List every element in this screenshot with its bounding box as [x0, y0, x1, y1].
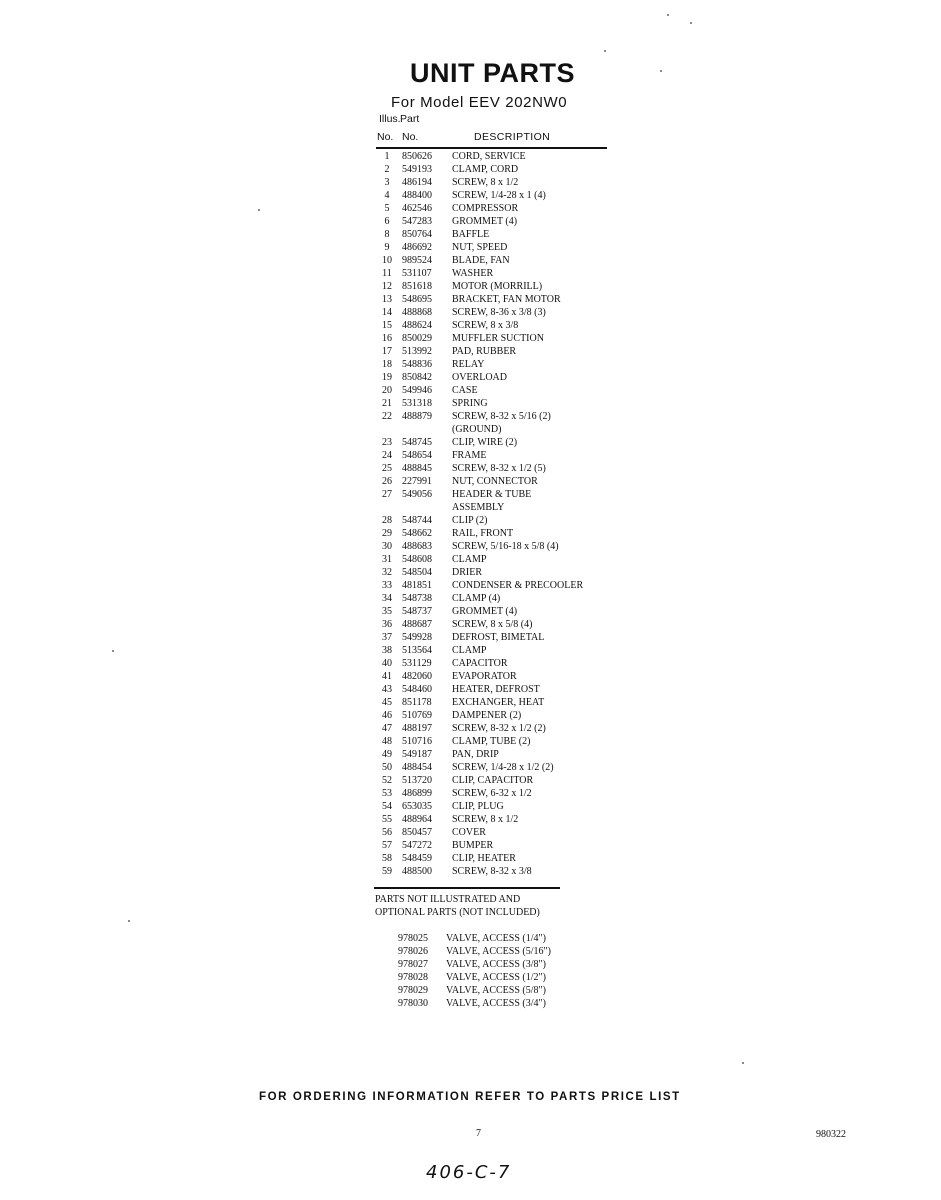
- part-description: BRACKET, FAN MOTOR: [452, 294, 561, 305]
- part-number: 978027: [398, 959, 428, 970]
- parts-row: [374, 553, 614, 566]
- optional-part-row: [398, 984, 551, 997]
- part-number: 513720: [402, 775, 432, 786]
- parts-row: [374, 696, 614, 709]
- illus-number: 23: [382, 437, 392, 448]
- illus-number: 45: [382, 697, 392, 708]
- part-number: 548744: [402, 515, 432, 526]
- part-description: SCREW, 8-32 x 3/8: [452, 866, 532, 877]
- part-number: 989524: [402, 255, 432, 266]
- part-number: 549946: [402, 385, 432, 396]
- part-number: 510769: [402, 710, 432, 721]
- part-description: CLIP, HEATER: [452, 853, 516, 864]
- part-description: CLIP, WIRE (2): [452, 437, 518, 448]
- column-header-illus-no: No.: [377, 131, 394, 143]
- part-number: 978030: [398, 998, 428, 1009]
- part-description: PAD, RUBBER: [452, 346, 517, 357]
- parts-row: [374, 501, 614, 514]
- parts-row: [374, 267, 614, 280]
- part-description: CASE: [452, 385, 478, 396]
- part-description: CLIP, CAPACITOR: [452, 775, 534, 786]
- illus-number: 36: [382, 619, 392, 630]
- part-number: 531107: [402, 268, 432, 279]
- part-number: 488500: [402, 866, 432, 877]
- illus-number: 18: [382, 359, 392, 370]
- parts-row: [374, 384, 614, 397]
- illus-number: [374, 501, 400, 514]
- part-description: CLAMP: [452, 645, 487, 656]
- parts-row: [374, 462, 614, 475]
- part-number: 513992: [402, 346, 432, 357]
- parts-row: [374, 800, 614, 813]
- ordering-info: FOR ORDERING INFORMATION REFER TO PARTS PRICE LIST: [259, 1091, 681, 1103]
- part-description: CLAMP, CORD: [452, 164, 519, 175]
- parts-row: [374, 488, 614, 501]
- part-number: 531129: [402, 658, 432, 669]
- parts-row: [374, 657, 614, 670]
- illus-number: 28: [382, 515, 392, 526]
- part-description: EVAPORATOR: [452, 671, 517, 682]
- part-description: HEATER, DEFROST: [452, 684, 540, 695]
- illus-number: 5: [384, 203, 390, 214]
- parts-row: [374, 540, 614, 553]
- illus-number: 9: [384, 242, 390, 253]
- parts-row: [374, 735, 614, 748]
- parts-row: [374, 163, 614, 176]
- illus-number: 47: [382, 723, 392, 734]
- illus-number: 11: [382, 268, 392, 279]
- part-description: CLIP, PLUG: [452, 801, 504, 812]
- illus-number: 53: [382, 788, 392, 799]
- document-number: 980322: [816, 1129, 846, 1140]
- parts-row: [374, 761, 614, 774]
- scan-speck: [660, 70, 662, 72]
- illus-number: 52: [382, 775, 392, 786]
- part-number: 488624: [402, 320, 432, 331]
- parts-row: [374, 813, 614, 826]
- part-number: 548745: [402, 437, 432, 448]
- illus-number: 58: [382, 853, 392, 864]
- model-subtitle: For Model EEV 202NW0: [391, 94, 568, 111]
- illus-number: 3: [384, 177, 390, 188]
- part-description: MOTOR (MORRILL): [452, 281, 543, 292]
- not-illustrated-line-1: PARTS NOT ILLUSTRATED AND: [375, 894, 521, 905]
- part-description: FRAME: [452, 450, 487, 461]
- parts-row: [374, 358, 614, 371]
- part-description: DAMPENER (2): [452, 710, 522, 721]
- part-description: CORD, SERVICE: [452, 151, 526, 162]
- part-description: SCREW, 6-32 x 1/2: [452, 788, 532, 799]
- parts-row: [374, 514, 614, 527]
- part-number: 488454: [402, 762, 432, 773]
- part-description: RELAY: [452, 359, 485, 370]
- scan-speck: [604, 50, 606, 52]
- illus-number: 25: [382, 463, 392, 474]
- parts-row: [374, 202, 614, 215]
- illus-number: 17: [382, 346, 392, 357]
- illus-number: 50: [382, 762, 392, 773]
- part-number: 549928: [402, 632, 432, 643]
- part-number: 978026: [398, 946, 428, 957]
- part-description: NUT, CONNECTOR: [452, 476, 538, 487]
- part-number: 548459: [402, 853, 432, 864]
- part-description: DRIER: [452, 567, 482, 578]
- part-number: 486899: [402, 788, 432, 799]
- part-description: BAFFLE: [452, 229, 490, 240]
- parts-row: [374, 592, 614, 605]
- illus-number: 31: [382, 554, 392, 565]
- optional-part-row: [398, 971, 551, 984]
- parts-row: [374, 579, 614, 592]
- part-number: [400, 501, 452, 514]
- illus-number: 2: [384, 164, 390, 175]
- illus-number: 46: [382, 710, 392, 721]
- part-description: PAN, DRIP: [452, 749, 499, 760]
- part-description: SCREW, 8-36 x 3/8 (3): [452, 307, 546, 318]
- part-number: 850626: [402, 151, 432, 162]
- part-number: [400, 423, 452, 436]
- illus-number: 14: [382, 307, 392, 318]
- parts-row: [374, 605, 614, 618]
- parts-row: [374, 241, 614, 254]
- illus-number: 49: [382, 749, 392, 760]
- illus-number: 32: [382, 567, 392, 578]
- part-number: 851178: [402, 697, 432, 708]
- parts-row: [374, 293, 614, 306]
- part-description: CAPACITOR: [452, 658, 508, 669]
- part-description: SCREW, 8-32 x 1/2 (5): [452, 463, 546, 474]
- parts-row: [374, 865, 614, 878]
- illus-number: 21: [382, 398, 392, 409]
- part-description: VALVE, ACCESS (1/2"): [446, 972, 546, 983]
- optional-parts-list: [398, 932, 551, 1010]
- optional-part-row: [398, 932, 551, 945]
- parts-row: [374, 345, 614, 358]
- illus-number: 30: [382, 541, 392, 552]
- illus-number: 54: [382, 801, 392, 812]
- parts-row: [374, 436, 614, 449]
- part-number: 548504: [402, 567, 432, 578]
- part-number: 549193: [402, 164, 432, 175]
- illus-number: 10: [382, 255, 392, 266]
- illus-number: 20: [382, 385, 392, 396]
- part-description: CLIP (2): [452, 515, 488, 526]
- part-description: SPRING: [452, 398, 488, 409]
- illus-number: 43: [382, 684, 392, 695]
- header-divider: [376, 147, 607, 149]
- illus-number: 57: [382, 840, 392, 851]
- part-number: 481851: [402, 580, 432, 591]
- parts-row: [374, 397, 614, 410]
- illus-number: 13: [382, 294, 392, 305]
- illus-number: 29: [382, 528, 392, 539]
- scan-speck: [690, 22, 692, 24]
- not-illustrated-heading: [375, 893, 540, 919]
- parts-row: [374, 332, 614, 345]
- part-number: 488868: [402, 307, 432, 318]
- column-header-part-top: Part: [400, 113, 420, 125]
- part-description: ASSEMBLY: [452, 502, 505, 513]
- parts-row: [374, 254, 614, 267]
- parts-row: [374, 319, 614, 332]
- parts-list-divider: [374, 887, 560, 889]
- parts-row: [374, 449, 614, 462]
- illus-number: 26: [382, 476, 392, 487]
- part-description: SCREW, 8 x 3/8: [452, 320, 519, 331]
- part-number: 486194: [402, 177, 432, 188]
- part-number: 462546: [402, 203, 432, 214]
- part-number: 488964: [402, 814, 432, 825]
- part-description: COMPRESSOR: [452, 203, 519, 214]
- page-number: 7: [476, 1128, 481, 1139]
- part-number: 850842: [402, 372, 432, 383]
- part-description: RAIL, FRONT: [452, 528, 514, 539]
- part-number: 531318: [402, 398, 432, 409]
- parts-row: [374, 683, 614, 696]
- part-description: EXCHANGER, HEAT: [452, 697, 545, 708]
- column-header-part-no: No.: [402, 131, 419, 143]
- illus-number: 38: [382, 645, 392, 656]
- scan-speck: [128, 920, 130, 922]
- illus-number: 55: [382, 814, 392, 825]
- part-number: 227991: [402, 476, 432, 487]
- parts-row: [374, 826, 614, 839]
- scan-speck: [742, 1062, 744, 1064]
- part-description: SCREW, 8-32 x 5/16 (2): [452, 411, 551, 422]
- parts-row: [374, 150, 614, 163]
- part-number: 851618: [402, 281, 432, 292]
- parts-row: [374, 189, 614, 202]
- part-description: OVERLOAD: [452, 372, 507, 383]
- part-description: SCREW, 8 x 1/2: [452, 177, 519, 188]
- illus-number: 37: [382, 632, 392, 643]
- part-description: NUT, SPEED: [452, 242, 508, 253]
- scan-speck: [258, 209, 260, 211]
- optional-part-row: [398, 945, 551, 958]
- parts-row: [374, 709, 614, 722]
- part-description: SCREW, 5/16-18 x 5/8 (4): [452, 541, 559, 552]
- parts-row: [374, 787, 614, 800]
- part-description: GROMMET (4): [452, 606, 518, 617]
- illus-number: 22: [382, 411, 392, 422]
- part-number: 653035: [402, 801, 432, 812]
- part-description: VALVE, ACCESS (5/8"): [446, 985, 546, 996]
- part-number: 547272: [402, 840, 432, 851]
- parts-row: [374, 306, 614, 319]
- part-number: 548738: [402, 593, 432, 604]
- part-number: 549187: [402, 749, 432, 760]
- part-description: SCREW, 1/4-28 x 1 (4): [452, 190, 546, 201]
- scan-speck: [667, 14, 669, 16]
- parts-row: [374, 644, 614, 657]
- part-description: SCREW, 1/4-28 x 1/2 (2): [452, 762, 554, 773]
- parts-row: [374, 618, 614, 631]
- part-description: VALVE, ACCESS (3/4"): [446, 998, 546, 1009]
- part-description: BUMPER: [452, 840, 494, 851]
- part-number: 486692: [402, 242, 432, 253]
- illus-number: 56: [382, 827, 392, 838]
- illus-number: 41: [382, 671, 392, 682]
- parts-list: [374, 150, 614, 878]
- part-number: 548608: [402, 554, 432, 565]
- part-description: DEFROST, BIMETAL: [452, 632, 545, 643]
- part-number: 547283: [402, 216, 432, 227]
- part-number: 850457: [402, 827, 432, 838]
- illus-number: 24: [382, 450, 392, 461]
- column-header-description: DESCRIPTION: [474, 131, 551, 143]
- part-description: CLAMP, TUBE (2): [452, 736, 531, 747]
- part-number: 488879: [402, 411, 432, 422]
- part-description: HEADER & TUBE: [452, 489, 532, 500]
- part-number: 510716: [402, 736, 432, 747]
- parts-row: [374, 176, 614, 189]
- parts-row: [374, 280, 614, 293]
- illus-number: 27: [382, 489, 392, 500]
- illus-number: 8: [384, 229, 390, 240]
- parts-row: [374, 748, 614, 761]
- page-title: UNIT PARTS: [410, 58, 575, 88]
- part-description: GROMMET (4): [452, 216, 518, 227]
- parts-row: [374, 722, 614, 735]
- part-description: CLAMP (4): [452, 593, 501, 604]
- part-number: 548836: [402, 359, 432, 370]
- parts-row: [374, 371, 614, 384]
- optional-part-row: [398, 958, 551, 971]
- parts-row: [374, 670, 614, 683]
- part-number: 488687: [402, 619, 432, 630]
- part-description: SCREW, 8-32 x 1/2 (2): [452, 723, 546, 734]
- column-header-illus-top: Illus.: [379, 113, 401, 125]
- part-description: COVER: [452, 827, 486, 838]
- illus-number: 48: [382, 736, 392, 747]
- part-number: 488400: [402, 190, 432, 201]
- part-description: SCREW, 8 x 5/8 (4): [452, 619, 533, 630]
- illus-number: 12: [382, 281, 392, 292]
- parts-row: [374, 852, 614, 865]
- part-number: 850029: [402, 333, 432, 344]
- parts-row: [374, 566, 614, 579]
- parts-row: [374, 215, 614, 228]
- illus-number: 19: [382, 372, 392, 383]
- part-description: MUFFLER SUCTION: [452, 333, 544, 344]
- part-number: 548654: [402, 450, 432, 461]
- scan-speck: [112, 650, 114, 652]
- parts-row: [374, 527, 614, 540]
- part-number: 488683: [402, 541, 432, 552]
- parts-row: [374, 631, 614, 644]
- part-number: 488197: [402, 723, 432, 734]
- handwritten-note: 406-C-7: [426, 1162, 512, 1183]
- part-description: VALVE, ACCESS (1/4"): [446, 933, 546, 944]
- parts-row: [374, 839, 614, 852]
- illus-number: 33: [382, 580, 392, 591]
- optional-part-row: [398, 997, 551, 1010]
- part-description: VALVE, ACCESS (5/16"): [446, 946, 551, 957]
- part-number: 978025: [398, 933, 428, 944]
- illus-number: 16: [382, 333, 392, 344]
- illus-number: [374, 423, 400, 436]
- part-number: 513564: [402, 645, 432, 656]
- part-description: SCREW, 8 x 1/2: [452, 814, 519, 825]
- part-description: (GROUND): [452, 424, 502, 435]
- parts-row: [374, 475, 614, 488]
- part-description: VALVE, ACCESS (3/8"): [446, 959, 546, 970]
- illus-number: 1: [384, 151, 390, 162]
- part-number: 549056: [402, 489, 432, 500]
- illus-number: 4: [384, 190, 390, 201]
- parts-row: [374, 228, 614, 241]
- illus-number: 34: [382, 593, 392, 604]
- part-description: CLAMP: [452, 554, 487, 565]
- illus-number: 59: [382, 866, 392, 877]
- part-number: 548737: [402, 606, 432, 617]
- illus-number: 40: [382, 658, 392, 669]
- parts-row: [374, 774, 614, 787]
- illus-number: 15: [382, 320, 392, 331]
- part-description: WASHER: [452, 268, 494, 279]
- part-number: 548460: [402, 684, 432, 695]
- parts-row: [374, 423, 614, 436]
- part-description: BLADE, FAN: [452, 255, 510, 266]
- part-number: 978029: [398, 985, 428, 996]
- part-number: 548662: [402, 528, 432, 539]
- not-illustrated-line-2: OPTIONAL PARTS (NOT INCLUDED): [375, 907, 540, 918]
- part-number: 850764: [402, 229, 432, 240]
- illus-number: 6: [384, 216, 390, 227]
- part-description: CONDENSER & PRECOOLER: [452, 580, 584, 591]
- part-number: 482060: [402, 671, 432, 682]
- parts-row: [374, 410, 614, 423]
- part-number: 488845: [402, 463, 432, 474]
- part-number: 548695: [402, 294, 432, 305]
- part-number: 978028: [398, 972, 428, 983]
- illus-number: 35: [382, 606, 392, 617]
